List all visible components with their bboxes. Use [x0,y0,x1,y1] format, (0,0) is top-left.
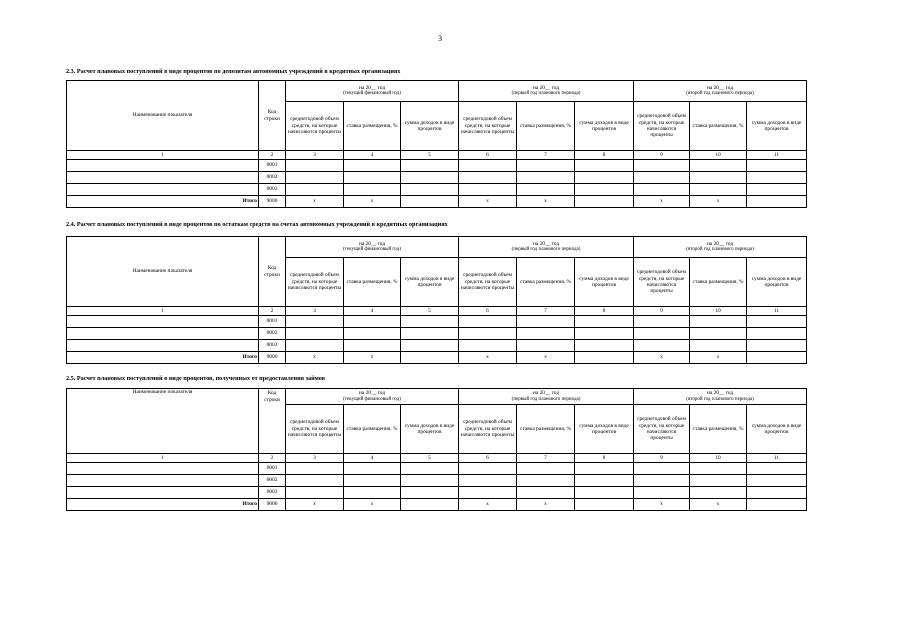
col-number: 2 [259,454,286,463]
col-number: 6 [459,307,517,316]
col-number: 4 [344,307,401,316]
header-period-second: на 20__ год (второй год планового периода) [634,389,807,405]
header-period-current: на 20__ год (текущий финансовый год) [286,237,459,258]
row-code: 0002 [259,172,286,184]
indicator-cell [67,463,259,475]
x-mark: x [344,196,401,208]
table-2-3 [66,80,807,208]
col-number: 9 [634,151,690,160]
section-title-2-3: 2.3. Расчет плановых поступлений в виде процентов по депозитам автономных учреждений в кредитных организациях [66,68,401,75]
total-row [67,499,807,511]
header-avg-volume: среднегодовой объем средств, на которые начисляются проценты [286,405,344,454]
header-income: сумма доходов в виде процентов [401,405,459,454]
x-mark: x [634,196,690,208]
col-number: 2 [259,151,286,160]
column-number-row [67,454,807,463]
column-number-row [67,307,807,316]
indicator-cell [67,340,259,352]
col-number: 10 [690,307,747,316]
x-mark: x [634,499,690,511]
row-code: 0001 [259,160,286,172]
header-line-code: Код строки [259,389,286,405]
table-row [67,316,807,328]
col-number: 5 [401,151,459,160]
header-income: сумма доходов в виде процентов [401,258,459,307]
table-row [67,475,807,487]
col-number: 7 [517,307,575,316]
row-code: 0003 [259,184,286,196]
total-row [67,352,807,364]
col-number: 2 [259,307,286,316]
x-mark: x [344,499,401,511]
header-period-first: на 20__ год (первый год планового периода) [459,389,634,405]
header-income: сумма доходов в виде процентов [575,102,634,151]
col-number: 8 [575,454,634,463]
header-rate: ставка размещения, % [344,258,401,307]
header-indicator-name: Наименование показателя [67,81,259,151]
header-income: сумма доходов в виде процентов [747,405,807,454]
col-number: 6 [459,151,517,160]
indicator-cell [67,487,259,499]
x-mark: x [517,499,575,511]
section-title-2-4: 2.4. Расчет плановых поступлений в виде процентов по остаткам средств на счетах автономных учреждений в кредитных организациях [66,221,448,228]
x-mark: x [517,196,575,208]
header-avg-volume: среднегодовой объем средств, на которые начисляются проценты [286,102,344,151]
header-income: сумма доходов в виде процентов [401,102,459,151]
col-number: 11 [747,454,807,463]
row-code: 0003 [259,340,286,352]
table-row [67,487,807,499]
header-income: сумма доходов в виде процентов [575,258,634,307]
indicator-cell [67,160,259,172]
header-avg-volume: среднегодовой объем средств, на которые начисляются проценты [459,405,517,454]
col-number: 11 [747,307,807,316]
total-code: 9000 [259,352,286,364]
col-number: 7 [517,151,575,160]
header-period-second: на 20__ год (второй год планового периода) [634,237,807,258]
x-mark: x [459,196,517,208]
header-rate: ставка размещения, % [690,258,747,307]
row-code: 0001 [259,463,286,475]
col-number: 3 [286,454,344,463]
table-row [67,328,807,340]
total-label: Итого [67,499,259,511]
x-mark: x [344,352,401,364]
header-period-first: на 20__ год (первый год планового периода) [459,81,634,102]
header-rate: ставка размещения, % [690,405,747,454]
col-number: 8 [575,151,634,160]
header-indicator-name: Наименование показателя [67,389,259,405]
indicator-cell [67,172,259,184]
table-row [67,160,807,172]
col-number: 5 [401,454,459,463]
header-period-current: на 20__ год (текущий финансовый год) [286,81,459,102]
total-code: 9000 [259,499,286,511]
section-title-2-5: 2.5. Расчет плановых поступлений в виде процентов, полученных от предоставления займов [66,375,326,382]
header-avg-volume: среднегодовой объем средств, на которые начисляются проценты [634,405,690,454]
col-number: 11 [747,151,807,160]
col-number: 9 [634,307,690,316]
header-line-code: Код строки [259,237,286,307]
col-number: 4 [344,151,401,160]
table-row [67,463,807,475]
col-number: 1 [67,307,259,316]
header-line-code: Код строки [259,81,286,151]
x-mark: x [286,499,344,511]
col-number: 5 [401,307,459,316]
table-2-5 [66,388,807,511]
col-number: 10 [690,151,747,160]
x-mark: x [690,196,747,208]
col-number: 3 [286,151,344,160]
header-avg-volume: среднегодовой объем средств, на которые начисляются проценты [459,258,517,307]
table-row [67,172,807,184]
header-period-current: на 20__ год (текущий финансовый год) [286,389,459,405]
header-income: сумма доходов в виде процентов [575,405,634,454]
header-indicator-name: Наименование показателя [67,237,259,307]
page-number: 3 [438,34,442,43]
col-number: 7 [517,454,575,463]
header-rate: ставка размещения, % [517,102,575,151]
row-code: 0003 [259,487,286,499]
header-period-second: на 20__ год (второй год планового периода) [634,81,807,102]
column-number-row [67,151,807,160]
header-income: сумма доходов в виде процентов [747,102,807,151]
col-number: 9 [634,454,690,463]
header-rate: ставка размещения, % [690,102,747,151]
col-number: 1 [67,151,259,160]
header-rate: ставка размещения, % [344,102,401,151]
x-mark: x [634,352,690,364]
table-row [67,184,807,196]
header-income: сумма доходов в виде процентов [747,258,807,307]
x-mark: x [690,499,747,511]
row-code: 0002 [259,328,286,340]
total-label: Итого [67,196,259,208]
x-mark: x [459,499,517,511]
row-code: 0002 [259,475,286,487]
col-number: 10 [690,454,747,463]
indicator-cell [67,475,259,487]
x-mark: x [690,352,747,364]
col-number: 6 [459,454,517,463]
total-code: 9000 [259,196,286,208]
header-avg-volume: среднегодовой объем средств, на которые начисляются проценты [459,102,517,151]
header-rate: ставка размещения, % [517,405,575,454]
total-label: Итого [67,352,259,364]
indicator-cell [67,316,259,328]
row-code: 0001 [259,316,286,328]
x-mark: x [459,352,517,364]
table-2-4 [66,236,807,364]
header-avg-volume: среднегодовой объем средств, на которые начисляются проценты [634,102,690,151]
x-mark: x [517,352,575,364]
header-period-first: на 20__ год (первый год планового периода) [459,237,634,258]
col-number: 8 [575,307,634,316]
x-mark: x [286,352,344,364]
header-rate: ставка размещения, % [344,405,401,454]
indicator-cell [67,328,259,340]
col-number: 4 [344,454,401,463]
total-row [67,196,807,208]
col-number: 1 [67,454,259,463]
header-avg-volume: среднегодовой объем средств, на которые начисляются проценты [634,258,690,307]
indicator-cell [67,184,259,196]
col-number: 3 [286,307,344,316]
header-avg-volume: среднегодовой объем средств, на которые начисляются проценты [286,258,344,307]
header-rate: ставка размещения, % [517,258,575,307]
x-mark: x [286,196,344,208]
table-row [67,340,807,352]
